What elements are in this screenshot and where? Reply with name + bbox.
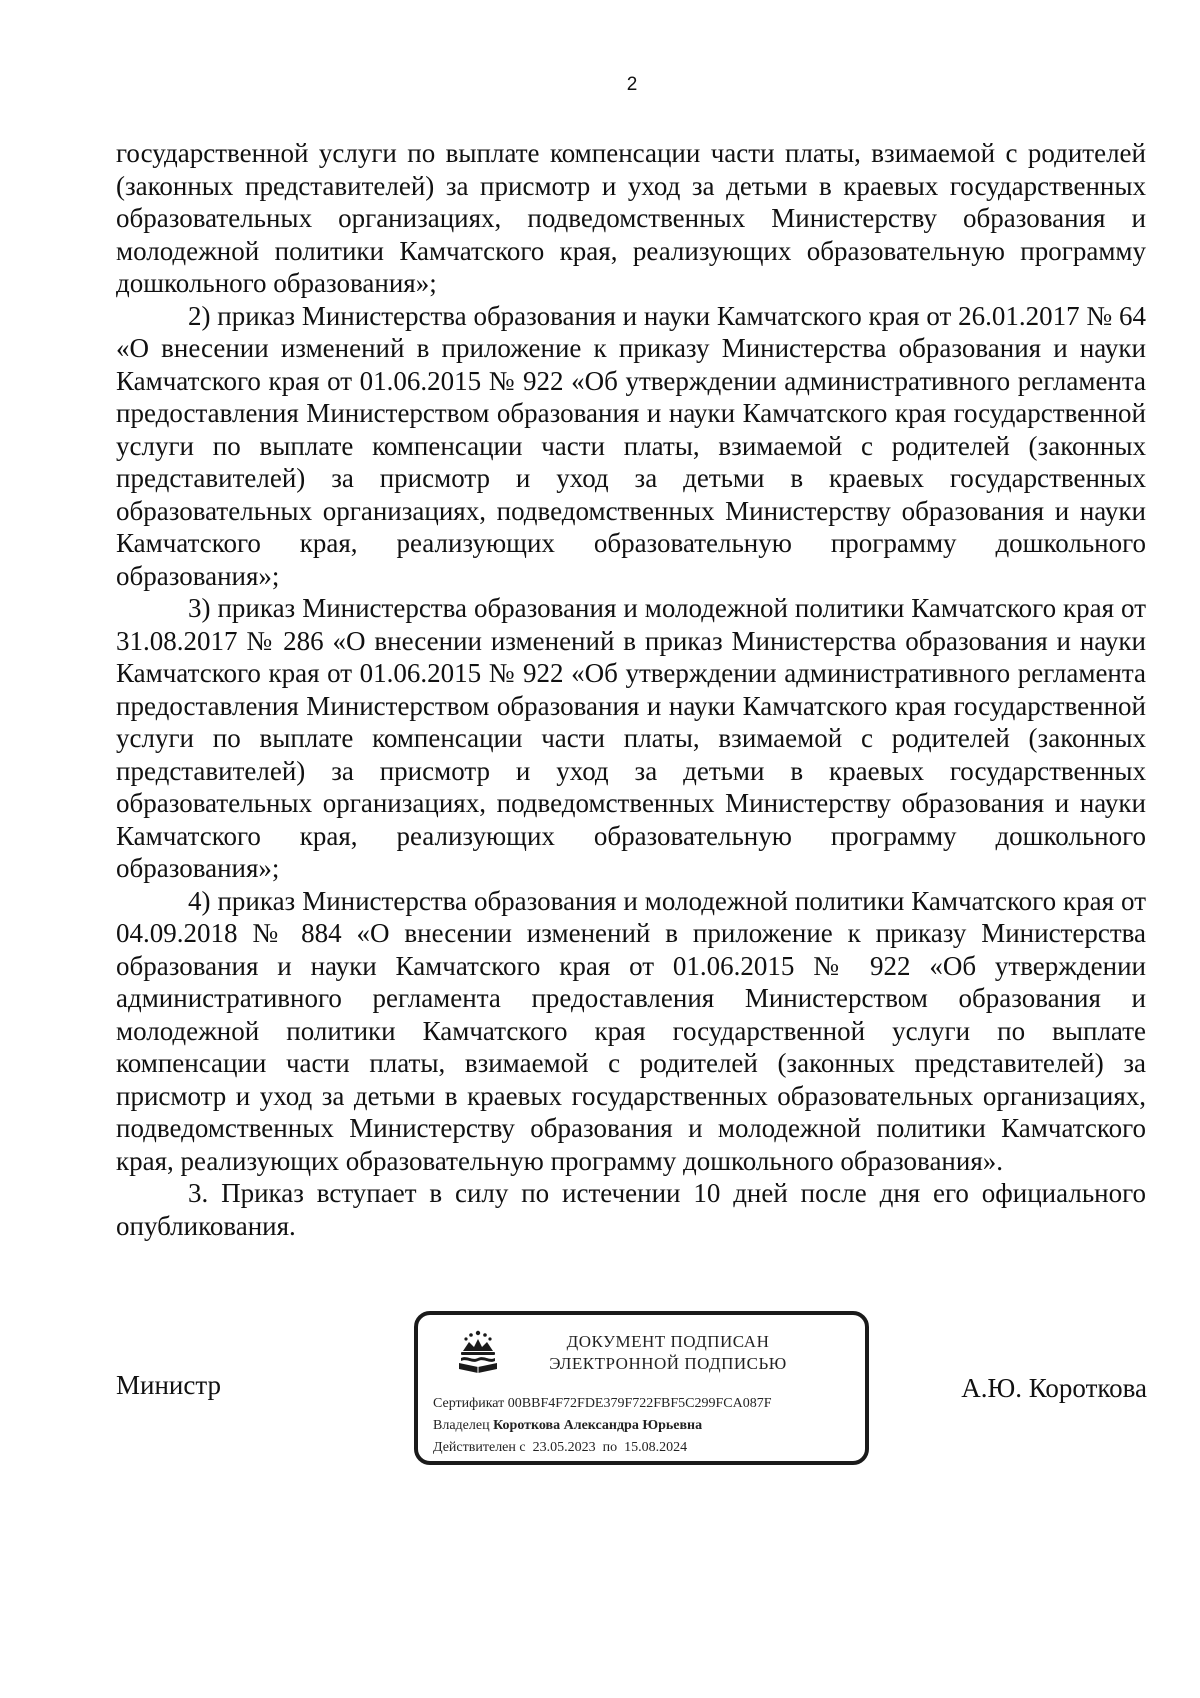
paragraph-1: государственной услуги по выплате компенсации части платы, взимаемой с родителей (законных представителей) за присмотр и уход за детьми в краевых государственных образовательных организациях, подведомственных Министерству образования и молодежной политики Камчатского края, реализующих образовательную программу дошкольного образования»; <box>116 138 1146 298</box>
stamp-heading-line-2: ЭЛЕКТРОННОЙ ПОДПИСЬЮ <box>549 1354 787 1373</box>
electronic-signature-stamp <box>414 1311 869 1465</box>
stamp-owner-label: Владелец <box>433 1418 490 1433</box>
stamp-details <box>433 1393 772 1459</box>
stamp-valid-to: 15.08.2024 <box>624 1440 688 1455</box>
paragraph-3: 3) приказ Министерства образования и молодежной политики Камчатского края от 31.08.2017 № 286 «О внесении изменений в приказ Министерства образования и науки Камчатского края от 01.06.2015 № 922 «Об утверждении административного регламента предоставления Министерством образования и науки Камчатского края государственной услуги по выплате компенсации части платы, взимаемой с родителей (законных представителей) за присмотр и уход за детьми в краевых государственных образовательных организациях, подведомственных Министерству образования и науки Камчатского края, реализующих образовательную программу дошкольного образования»; <box>116 593 1146 883</box>
paragraph-5: 3. Приказ вступает в силу по истечении 10 дней после дня его официального опубликования. <box>116 1178 1146 1241</box>
document-body <box>116 137 1146 1242</box>
kamchatka-coat-of-arms-icon <box>455 1329 501 1375</box>
stamp-heading-line-1: ДОКУМЕНТ ПОДПИСАН <box>566 1332 770 1351</box>
stamp-validity-row <box>433 1437 772 1459</box>
stamp-certificate-label: Сертификат <box>433 1396 505 1411</box>
signer-name: А.Ю. Короткова <box>961 1373 1147 1403</box>
paragraph-2: 2) приказ Министерства образования и науки Камчатского края от 26.01.2017 № 64 «О внесении изменений в приложение к приказу Министерства образования и науки Камчатского края от 01.06.2015 № 922 «Об утверждении административного регламента предоставления Министерством образования и науки Камчатского края государственной услуги по выплате компенсации части платы, взимаемой с родителей (законных представителей) за присмотр и уход за детьми в краевых государственных образовательных организациях, подведомственных Министерству образования и науки Камчатского края, реализующих образовательную программу дошкольного образования»; <box>116 300 1146 591</box>
stamp-heading <box>518 1331 818 1375</box>
paragraph-4: 4) приказ Министерства образования и молодежной политики Камчатского края от 04.09.2018 № 884 «О внесении изменений в приложение к приказу Министерства образования и науки Камчатского края от 01.06.2015 № 922 «Об утверждении административного регламента предоставления Министерством образования и молодежной политики Камчатского края государственной услуги по выплате компенсации части платы, взимаемой с родителей (законных представителей) за присмотр и уход за детьми в краевых государственных образовательных организациях, подведомственных Министерству образования и молодежной политики Камчатского края, реализующих образовательную программу дошкольного образования». <box>116 885 1146 1176</box>
stamp-valid-label: Действителен с <box>433 1440 526 1455</box>
stamp-owner-value: Короткова Александра Юрьевна <box>493 1418 703 1433</box>
stamp-certificate-value: 00BBF4F72FDE379F722FBF5C299FCA087F <box>507 1396 772 1411</box>
signer-title: Министр <box>116 1370 221 1400</box>
stamp-valid-to-label: по <box>602 1440 618 1455</box>
stamp-certificate-row <box>433 1393 772 1415</box>
stamp-owner-row <box>433 1415 772 1437</box>
page-number: 2 <box>626 74 638 95</box>
stamp-valid-from: 23.05.2023 <box>532 1440 596 1455</box>
